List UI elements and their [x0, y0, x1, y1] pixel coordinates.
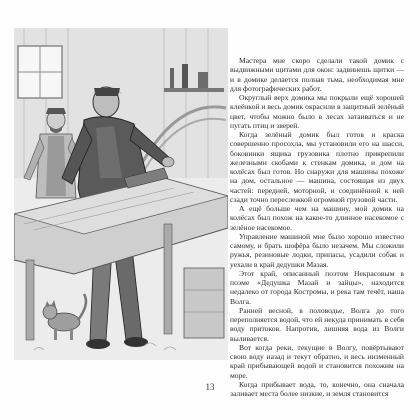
paragraph: Ранней весной, в половодье, Волга до того переполняется водой, что ей некуда принимать в себя воду притоков. Напротив, лишняя вода из Волги выливается.	[230, 305, 404, 343]
paragraph: Этот край, описанный поэтом Некрасовым в поэме «Дедушка Мазай и зайцы», находится недалеко от города Костромы, и река там течёт, наша Волга.	[230, 268, 404, 306]
paragraph: Когда зелёный домик был готов и краска совершенно просохла, мы установили его на шасси, боковинки ящика грузовика плотно прикрепили железными скобами к стенкам домика, и дом на колёсах был готов. Но снаружи для машины похоже на дом, остальное — машина, состоящая из двух частей: передней, моторной, и соединённой к ней сзади точно переслежкой огромной грузовой части.	[230, 130, 404, 204]
paragraph: Вот когда реки, текущие в Волгу, повёртывают свою воду назад и текут обратно, и весь низменный край прибывающей водой и становится похожим на море.	[230, 342, 404, 380]
paragraph: Мастера мне скоро сделали такой домик с выдвижными щитами для окон: задвинешь щитки — и в домике делается полная тьма, необходимая мне для фотографических работ.	[230, 56, 404, 93]
illustration	[14, 28, 228, 360]
workshop-illustration	[14, 28, 228, 360]
page-number: 13	[205, 382, 215, 392]
body-text	[230, 56, 404, 398]
paragraph: Управление машиной мне было хорошо известно самому, и брать шофёра было незачем. Мы сложили ружья, резиновые лодки, припасы, усадили собак и уехали в край дедушки Мазая.	[230, 231, 404, 269]
paragraph: А ещё больше чем на машину, мой домик на колёсах был похож на какое-то длинное насекомое с зелёное насекомое.	[230, 204, 404, 232]
paragraph: Когда прибывает вода, то, конечно, она сначала заливает места более низкие, и земля становится	[230, 379, 404, 398]
paragraph: Округлый верх домика мы покрыли ещё хорошей клеёнкой и весь домик окрасили в защитный зелёный цвет, чтобы можно было в лесах затаиваться и не пугать птиц и зверей.	[230, 93, 404, 130]
